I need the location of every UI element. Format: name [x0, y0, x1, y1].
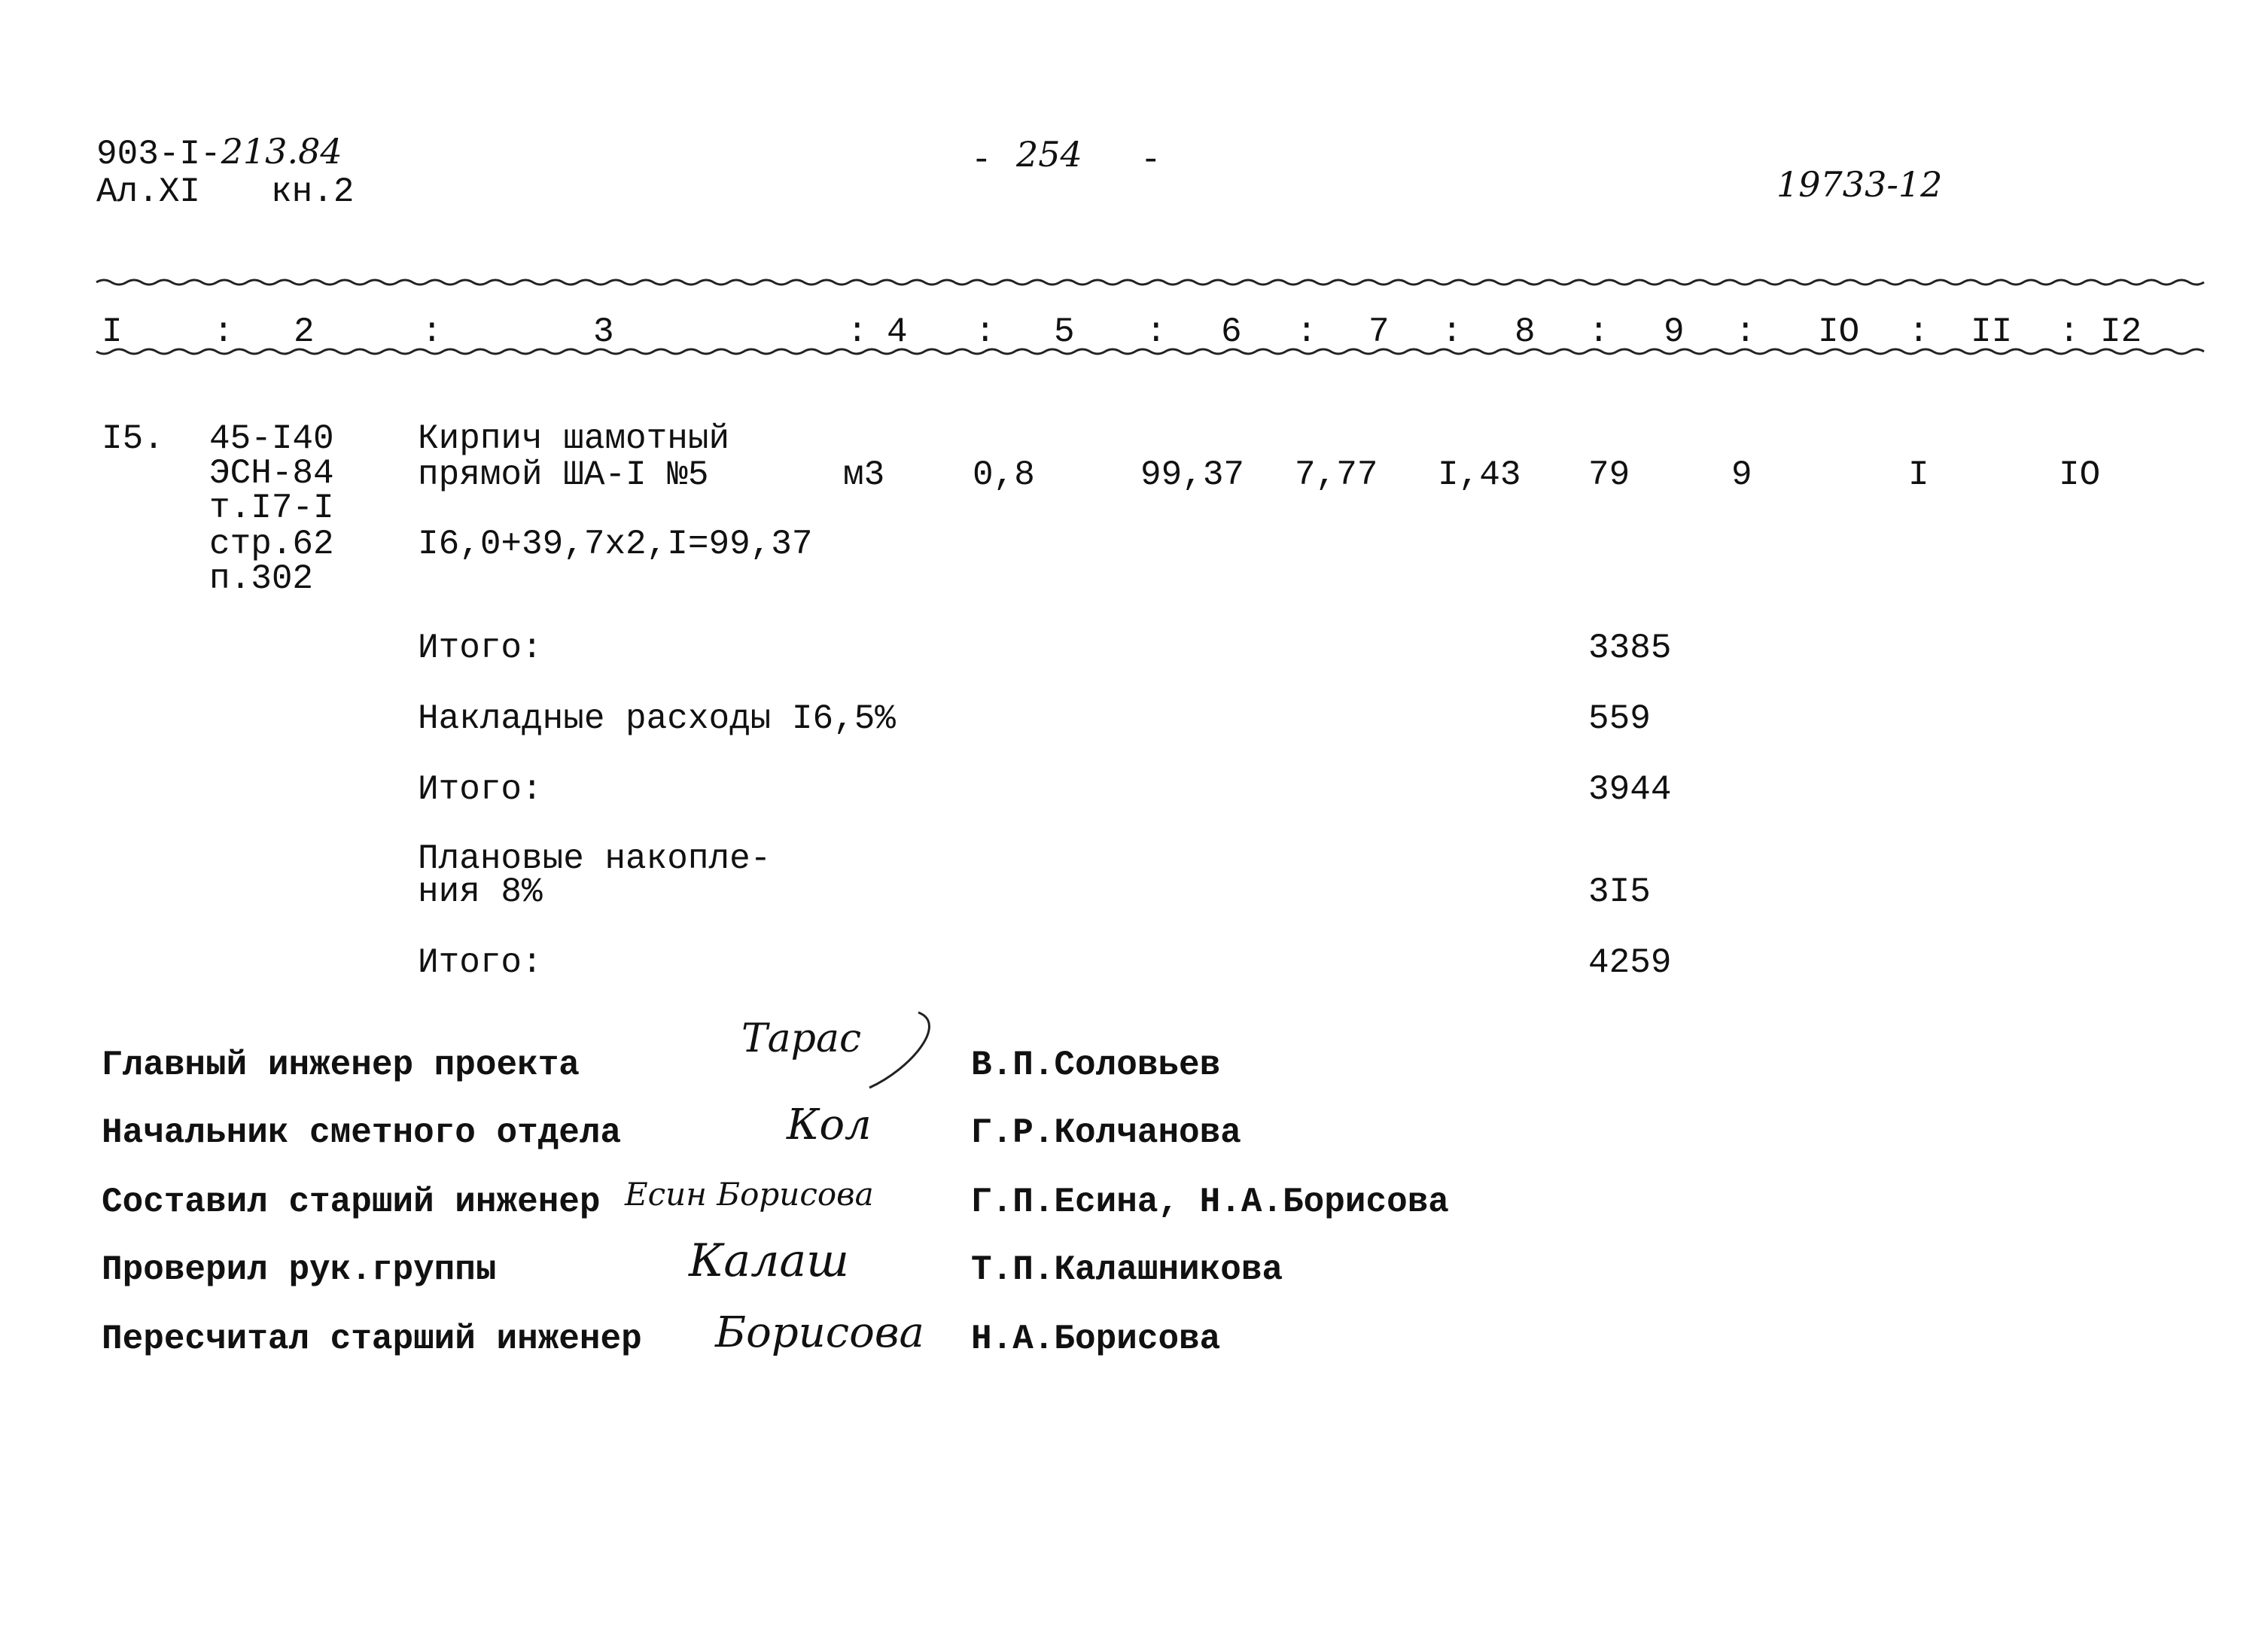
- col-separator: :: [2059, 312, 2080, 352]
- col-separator: :: [1588, 312, 1609, 352]
- unit: м3: [843, 455, 885, 495]
- col-header-2: 2: [294, 312, 315, 352]
- col-header-1: I: [102, 312, 123, 352]
- col-separator: :: [1296, 312, 1317, 352]
- doc-code-printed: 903-I-: [96, 135, 221, 174]
- signature-name: Н.А.Борисова: [971, 1320, 1221, 1359]
- signature-handwritten: Кол: [787, 1101, 872, 1149]
- signature-name: В.П.Соловьев: [971, 1046, 1221, 1085]
- cell-col7: 7,77: [1295, 455, 1378, 495]
- col-header-5: 5: [1054, 312, 1075, 352]
- total-label: Итого:: [418, 770, 543, 809]
- signature-name: Г.Р.Колчанова: [971, 1113, 1241, 1152]
- cell-col6: 99,37: [1140, 455, 1245, 495]
- page-dash-left: -: [971, 141, 992, 180]
- signature-role: Главный инженер проекта: [102, 1046, 580, 1085]
- grand-total-value: 4259: [1588, 943, 1672, 982]
- col-separator: :: [1441, 312, 1463, 352]
- registration-number: 19733-12: [1776, 164, 1943, 205]
- cell-col9: 79: [1588, 455, 1630, 495]
- signature-handwritten: Есин Борисова: [625, 1176, 874, 1213]
- col-header-8: 8: [1515, 312, 1536, 352]
- code-line: стр.62: [209, 525, 334, 564]
- item-name-line2: прямой ША-I №5: [418, 455, 709, 495]
- page-number: 254: [1016, 134, 1082, 175]
- signature-name: Т.П.Калашникова: [971, 1250, 1283, 1289]
- col-separator: :: [1908, 312, 1929, 352]
- signature-handwritten: Калаш: [689, 1234, 850, 1287]
- book-label: кн.2: [271, 172, 355, 212]
- planned-savings-label-line1: Плановые накопле-: [418, 839, 772, 878]
- code-line: ЭСН-84: [209, 454, 334, 493]
- code-line: п.302: [209, 559, 314, 598]
- signature-role: Начальник сметного отдела: [102, 1113, 622, 1152]
- code-line: 45-I40: [209, 419, 334, 458]
- top-rule: [0, 275, 2268, 290]
- doc-code-handwritten: 213.84: [221, 131, 342, 172]
- col-separator: :: [1146, 312, 1167, 352]
- doc-code: [96, 131, 342, 174]
- page-dash-right: -: [1140, 141, 1161, 180]
- item-calculation: I6,0+39,7x2,I=99,37: [418, 525, 813, 564]
- cell-col11: I: [1908, 455, 1929, 495]
- signature-handwritten: Тарас: [741, 1016, 862, 1061]
- col-separator: :: [847, 312, 868, 352]
- header-underline: [0, 344, 2268, 359]
- planned-savings-label-line2: ния 8%: [418, 872, 543, 912]
- col-header-10: IO: [1818, 312, 1860, 352]
- total-value: 3385: [1588, 629, 1672, 668]
- grand-total-label: Итого:: [418, 943, 543, 982]
- overhead-value: 559: [1588, 699, 1651, 738]
- col-header-12: I2: [2100, 312, 2142, 352]
- signature-role: Проверил рук.группы: [102, 1250, 497, 1289]
- col-separator: :: [975, 312, 996, 352]
- row-number: I5.: [102, 419, 164, 458]
- cell-col10: 9: [1731, 455, 1752, 495]
- signature-flourish: [866, 1009, 956, 1091]
- col-header-9: 9: [1664, 312, 1685, 352]
- cell-col8: I,43: [1438, 455, 1521, 495]
- cell-col12: IO: [2059, 455, 2101, 495]
- overhead-label: Накладные расходы I6,5%: [418, 699, 896, 738]
- col-separator: :: [213, 312, 234, 352]
- signature-name: Г.П.Есина, Н.А.Борисова: [971, 1183, 1449, 1222]
- col-header-11: II: [1971, 312, 2013, 352]
- total-label: Итого:: [418, 629, 543, 668]
- signature-handwritten: Борисова: [715, 1308, 924, 1357]
- item-name-line1: Кирпич шамотный: [418, 419, 730, 458]
- col-header-3: 3: [593, 312, 614, 352]
- col-header-7: 7: [1368, 312, 1390, 352]
- col-header-4: 4: [887, 312, 908, 352]
- col-separator: :: [422, 312, 443, 352]
- signature-role: Пересчитал старший инженер: [102, 1320, 642, 1359]
- code-line: т.I7-I: [209, 489, 334, 528]
- quantity: 0,8: [973, 455, 1035, 495]
- col-separator: :: [1735, 312, 1756, 352]
- album-label: Ал.XI: [96, 172, 201, 212]
- total-value: 3944: [1588, 770, 1672, 809]
- col-header-6: 6: [1221, 312, 1242, 352]
- signature-role: Составил старший инженер: [102, 1183, 601, 1222]
- planned-savings-value: 3I5: [1588, 872, 1651, 912]
